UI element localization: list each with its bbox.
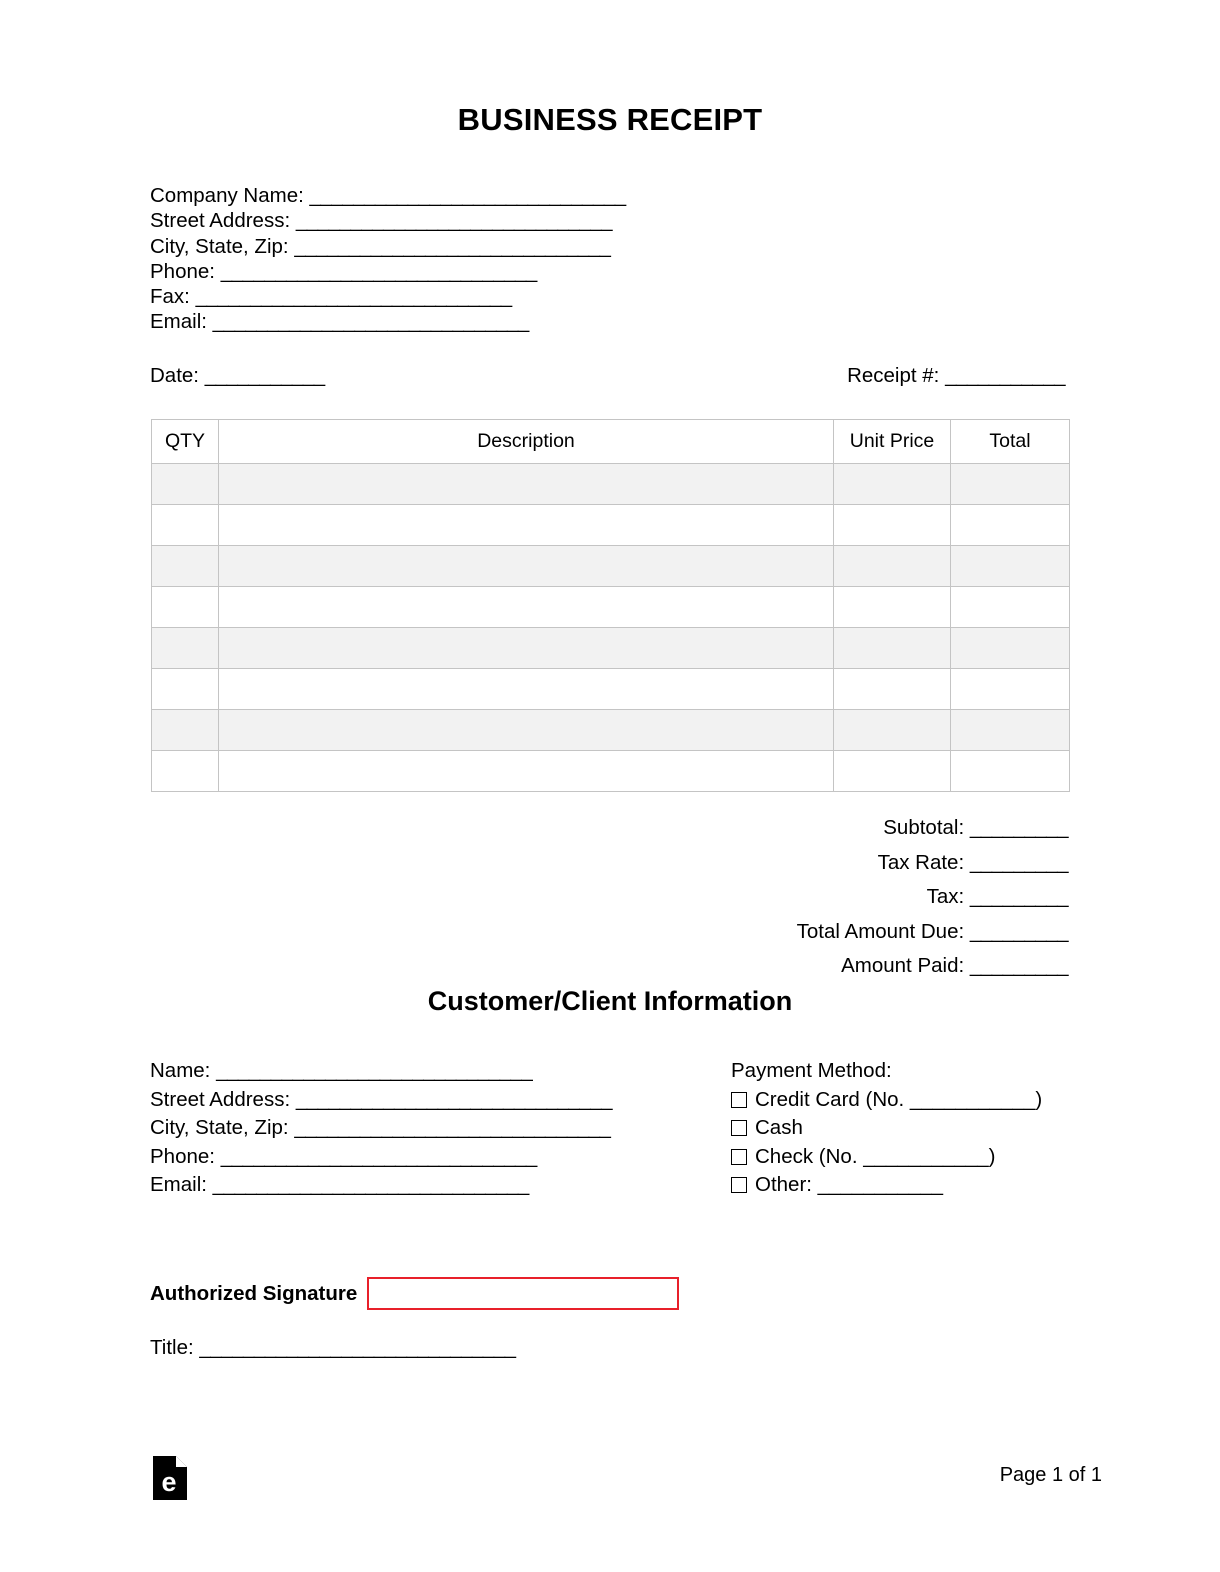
receipt-number-field xyxy=(847,364,1065,388)
checkbox-icon[interactable] xyxy=(731,1177,747,1193)
cell-total[interactable] xyxy=(951,505,1070,546)
receipt-number-fill-line[interactable]: ___________ xyxy=(945,364,1065,387)
cell-qty[interactable] xyxy=(152,669,219,710)
total-label: Tax: xyxy=(926,885,965,908)
field-fill-line[interactable]: _____________________________ xyxy=(212,310,529,334)
signer-title-field xyxy=(150,1336,516,1360)
checkbox-icon[interactable] xyxy=(731,1092,747,1108)
signer-title-label: Title: xyxy=(150,1336,194,1359)
total-label: Tax Rate: xyxy=(877,850,965,874)
company-field-phone xyxy=(150,259,626,284)
field-fill-line[interactable]: _____________________________ xyxy=(309,184,626,207)
company-field-street-address xyxy=(150,208,626,233)
customer-field-phone xyxy=(150,1143,612,1172)
cell-unit-price[interactable] xyxy=(834,587,951,628)
total-fill-line[interactable]: _________ xyxy=(969,850,1068,874)
total-label: Total Amount Due: xyxy=(796,919,965,943)
cell-qty[interactable] xyxy=(152,505,219,546)
column-header-total: Total xyxy=(951,420,1070,464)
total-row-total-amount-due xyxy=(797,915,1068,950)
table-row xyxy=(152,628,1070,669)
field-fill-line[interactable]: _____________________________ xyxy=(295,1087,613,1111)
field-label: Street Address: xyxy=(150,1087,291,1111)
customer-info-block xyxy=(150,1057,612,1200)
checkbox-icon[interactable] xyxy=(731,1149,747,1165)
table-row xyxy=(152,710,1070,751)
field-label: Company Name: xyxy=(150,184,304,207)
table-row xyxy=(152,464,1070,505)
payment-option-credit-card[interactable] xyxy=(731,1086,1042,1115)
total-row-subtotal xyxy=(797,811,1068,846)
customer-field-city-state-zip xyxy=(150,1114,612,1143)
field-fill-line[interactable]: _____________________________ xyxy=(216,1059,533,1082)
table-header-row xyxy=(152,420,1070,464)
company-info-block xyxy=(150,183,626,335)
company-field-fax xyxy=(150,284,626,309)
cell-unit-price[interactable] xyxy=(834,464,951,505)
table-row xyxy=(152,546,1070,587)
authorized-signature-row xyxy=(150,1277,679,1310)
cell-description[interactable] xyxy=(219,464,834,505)
page-number: Page 1 of 1 xyxy=(999,1464,1102,1486)
total-fill-line[interactable]: _________ xyxy=(969,954,1068,977)
cell-description[interactable] xyxy=(219,587,834,628)
table-row xyxy=(152,669,1070,710)
cell-qty[interactable] xyxy=(152,546,219,587)
cell-description[interactable] xyxy=(219,669,834,710)
cell-total[interactable] xyxy=(951,464,1070,505)
receipt-number-label: Receipt #: xyxy=(847,364,940,387)
field-label: Email: xyxy=(150,310,207,334)
total-fill-line[interactable]: _________ xyxy=(969,816,1068,839)
total-label: Subtotal: xyxy=(883,816,965,839)
page-title: BUSINESS RECEIPT xyxy=(457,102,763,137)
cell-unit-price[interactable] xyxy=(834,505,951,546)
cell-total[interactable] xyxy=(951,628,1070,669)
svg-text:e: e xyxy=(161,1467,177,1497)
payment-option-label: Credit Card (No. ___________) xyxy=(755,1087,1043,1111)
cell-description[interactable] xyxy=(219,751,834,792)
totals-block xyxy=(797,811,1068,984)
cell-qty[interactable] xyxy=(152,710,219,751)
cell-qty[interactable] xyxy=(152,587,219,628)
cell-description[interactable] xyxy=(219,628,834,669)
payment-option-label: Check (No. ___________) xyxy=(755,1144,996,1168)
total-label: Amount Paid: xyxy=(841,954,965,977)
checkbox-icon[interactable] xyxy=(731,1120,747,1136)
signature-input[interactable] xyxy=(367,1277,679,1310)
field-fill-line[interactable]: _____________________________ xyxy=(294,1116,611,1139)
cell-unit-price[interactable] xyxy=(834,669,951,710)
payment-option-label: Other: ___________ xyxy=(755,1173,944,1196)
date-field xyxy=(150,364,325,388)
total-row-amount-paid xyxy=(797,949,1068,984)
customer-information-heading: Customer/Client Information xyxy=(427,986,793,1016)
payment-method-heading: Payment Method: xyxy=(731,1059,892,1082)
field-label: Phone: xyxy=(150,1144,215,1168)
payment-option-cash[interactable] xyxy=(731,1114,1042,1143)
total-row-tax-rate xyxy=(797,846,1068,881)
date-label: Date: xyxy=(150,364,199,387)
field-label: Street Address: xyxy=(150,209,291,233)
cell-qty[interactable] xyxy=(152,751,219,792)
customer-field-email xyxy=(150,1171,612,1200)
customer-field-street-address xyxy=(150,1086,612,1115)
column-header-qty: QTY xyxy=(152,420,219,464)
column-header-description: Description xyxy=(219,420,834,464)
field-fill-line[interactable]: _____________________________ xyxy=(294,234,611,258)
cell-qty[interactable] xyxy=(152,464,219,505)
customer-field-name xyxy=(150,1057,612,1086)
field-label: City, State, Zip: xyxy=(150,1116,289,1139)
signer-title-fill-line[interactable]: _____________________________ xyxy=(199,1336,516,1359)
line-items-table xyxy=(151,419,1070,792)
cell-unit-price[interactable] xyxy=(834,751,951,792)
field-fill-line[interactable]: _____________________________ xyxy=(212,1173,529,1196)
cell-total[interactable] xyxy=(951,710,1070,751)
cell-total[interactable] xyxy=(951,546,1070,587)
cell-qty[interactable] xyxy=(152,628,219,669)
cell-description[interactable] xyxy=(219,546,834,587)
table-row xyxy=(152,505,1070,546)
total-row-tax xyxy=(797,880,1068,915)
column-header-unit-price: Unit Price xyxy=(834,420,951,464)
cell-description[interactable] xyxy=(219,505,834,546)
field-fill-line[interactable]: _____________________________ xyxy=(220,1144,537,1168)
payment-option-label: Cash xyxy=(755,1116,803,1139)
eforms-logo-icon xyxy=(152,1455,188,1501)
field-fill-line[interactable]: _____________________________ xyxy=(295,209,613,233)
table-row xyxy=(152,587,1070,628)
field-fill-line[interactable]: _____________________________ xyxy=(195,285,512,309)
table-row xyxy=(152,751,1070,792)
payment-option-other[interactable] xyxy=(731,1171,1042,1200)
payment-option-check[interactable] xyxy=(731,1143,1042,1172)
cell-total[interactable] xyxy=(951,751,1070,792)
total-fill-line[interactable]: _________ xyxy=(969,919,1068,943)
date-fill-line[interactable]: ___________ xyxy=(204,364,325,387)
cell-unit-price[interactable] xyxy=(834,710,951,751)
company-field-email xyxy=(150,309,626,334)
cell-unit-price[interactable] xyxy=(834,628,951,669)
company-field-company-name xyxy=(150,183,626,208)
cell-total[interactable] xyxy=(951,669,1070,710)
total-fill-line[interactable]: _________ xyxy=(969,885,1068,908)
field-fill-line[interactable]: _____________________________ xyxy=(220,259,537,283)
cell-total[interactable] xyxy=(951,587,1070,628)
field-label: Phone: xyxy=(150,259,215,283)
cell-unit-price[interactable] xyxy=(834,546,951,587)
field-label: City, State, Zip: xyxy=(150,234,289,258)
field-label: Fax: xyxy=(150,285,190,309)
field-label: Name: xyxy=(150,1059,211,1082)
cell-description[interactable] xyxy=(219,710,834,751)
field-label: Email: xyxy=(150,1173,207,1196)
authorized-signature-label: Authorized Signature xyxy=(150,1281,358,1305)
payment-method-block xyxy=(731,1057,1042,1200)
company-field-city-state-zip xyxy=(150,234,626,259)
